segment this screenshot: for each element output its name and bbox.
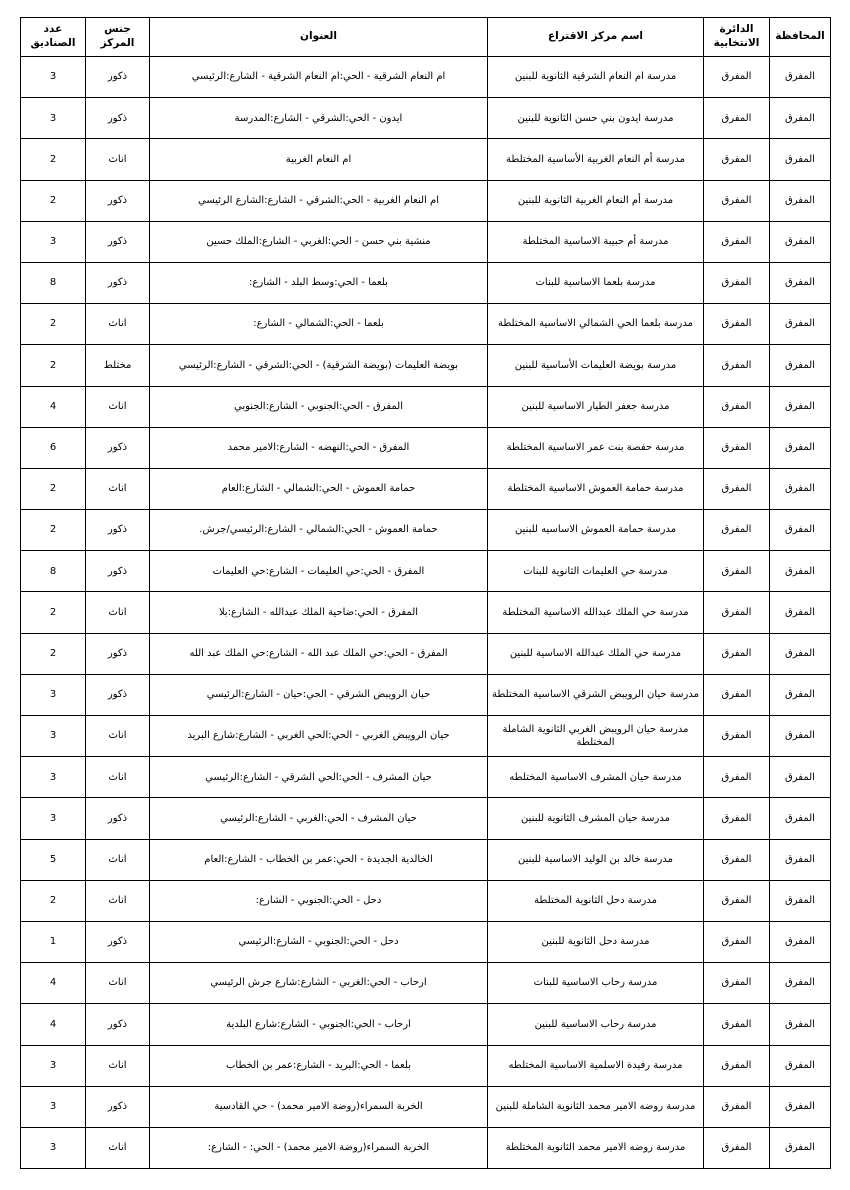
governorate-cell: المفرق (770, 633, 831, 674)
table-row (21, 963, 831, 1004)
district-cell: المفرق (704, 304, 770, 345)
center-name-cell: مدرسة حيان المشرف الاساسية المختلطه (488, 757, 704, 798)
district-cell: المفرق (704, 798, 770, 839)
box-count-cell: 3 (21, 98, 86, 139)
gender-cell: اناث (86, 592, 150, 633)
center-name-cell: مدرسة رحاب الاساسية للبنين (488, 1004, 704, 1045)
governorate-cell: المفرق (770, 468, 831, 509)
box-count-cell: 8 (21, 262, 86, 303)
table-row (21, 716, 831, 757)
gender-cell: اناث (86, 386, 150, 427)
address-cell: حيان المشرف - الحي:الغربي - الشارع:الرئيسي (150, 798, 488, 839)
address-cell: ام النعام الغربية (150, 139, 488, 180)
center-name-cell: مدرسة أم حبيبة الاساسية المختلطة (488, 221, 704, 262)
gender-cell: ذكور (86, 551, 150, 592)
gender-cell: اناث (86, 757, 150, 798)
gender-cell: ذكور (86, 674, 150, 715)
gender-cell: ذكور (86, 180, 150, 221)
header-center-name: اسم مركز الاقتراع (488, 18, 704, 57)
center-name-cell: مدرسة حي الملك عبدالله الاساسية المختلطة (488, 592, 704, 633)
address-cell: الخالدية الجديدة - الحي:عمر بن الخطاب - الشارع:العام (150, 839, 488, 880)
table-row (21, 304, 831, 345)
address-cell: بلعما - الحي:البريد - الشارع:عمر بن الخطاب (150, 1045, 488, 1086)
box-count-cell: 3 (21, 757, 86, 798)
table-row (21, 262, 831, 303)
address-cell: الخربة السمراء(روضة الامير محمد) - الحي: - الشارع: (150, 1127, 488, 1168)
governorate-cell: المفرق (770, 551, 831, 592)
center-name-cell: مدرسة حمامة العموش الاساسية المختلطة (488, 468, 704, 509)
governorate-cell: المفرق (770, 1045, 831, 1086)
governorate-cell: المفرق (770, 139, 831, 180)
center-name-cell: مدرسة ايدون بني حسن الثانوية للبنين (488, 98, 704, 139)
box-count-cell: 3 (21, 1127, 86, 1168)
address-cell: حيان المشرف - الحي:الحي الشرقي - الشارع:الرئيسي (150, 757, 488, 798)
gender-cell: اناث (86, 716, 150, 757)
address-cell: حمامة العموش - الحي:الشمالي - الشارع:الرئيسي/جرش. (150, 510, 488, 551)
table-row (21, 592, 831, 633)
gender-cell: اناث (86, 1127, 150, 1168)
district-cell: المفرق (704, 262, 770, 303)
district-cell: المفرق (704, 139, 770, 180)
box-count-cell: 3 (21, 716, 86, 757)
district-cell: المفرق (704, 1127, 770, 1168)
governorate-cell: المفرق (770, 757, 831, 798)
center-name-cell: مدرسة بلعما الاساسية للبنات (488, 262, 704, 303)
box-count-cell: 3 (21, 674, 86, 715)
address-cell: المفرق - الحي:حي العليمات - الشارع:حي العليمات (150, 551, 488, 592)
address-cell: بلعما - الحي:الشمالي - الشارع: (150, 304, 488, 345)
address-cell: حيان الرويبض الغربي - الحي:الحي الغربي - الشارع:شارع البريد (150, 716, 488, 757)
governorate-cell: المفرق (770, 57, 831, 98)
table-row (21, 427, 831, 468)
center-name-cell: مدرسة بلعما الحي الشمالي الاساسية المختلطة (488, 304, 704, 345)
governorate-cell: المفرق (770, 963, 831, 1004)
district-cell: المفرق (704, 427, 770, 468)
governorate-cell: المفرق (770, 262, 831, 303)
address-cell: المفرق - الحي:النهضه - الشارع:الامير محمد (150, 427, 488, 468)
header-box-count: عدد الصناديق (21, 18, 86, 57)
box-count-cell: 5 (21, 839, 86, 880)
gender-cell: ذكور (86, 1086, 150, 1127)
district-cell: المفرق (704, 1045, 770, 1086)
box-count-cell: 1 (21, 921, 86, 962)
table-body (21, 57, 831, 1169)
box-count-cell: 2 (21, 345, 86, 386)
box-count-cell: 2 (21, 304, 86, 345)
district-cell: المفرق (704, 180, 770, 221)
governorate-cell: المفرق (770, 839, 831, 880)
governorate-cell: المفرق (770, 221, 831, 262)
center-name-cell: مدرسة حيان الرويبض الشرقي الاساسية المختلطة (488, 674, 704, 715)
box-count-cell: 2 (21, 180, 86, 221)
table-row (21, 1086, 831, 1127)
district-cell: المفرق (704, 345, 770, 386)
gender-cell: ذكور (86, 427, 150, 468)
gender-cell: ذكور (86, 98, 150, 139)
box-count-cell: 2 (21, 510, 86, 551)
table-row (21, 757, 831, 798)
center-name-cell: مدرسة حمامة العموش الاساسيه للبنين (488, 510, 704, 551)
governorate-cell: المفرق (770, 592, 831, 633)
table-row (21, 345, 831, 386)
governorate-cell: المفرق (770, 180, 831, 221)
address-cell: بويضة العليمات (بويضة الشرقية) - الحي:الشرقي - الشارع:الرئيسي (150, 345, 488, 386)
table-row (21, 921, 831, 962)
box-count-cell: 3 (21, 1086, 86, 1127)
address-cell: حيان الرويبض الشرقي - الحي:حيان - الشارع:الرئيسي (150, 674, 488, 715)
table-row (21, 839, 831, 880)
gender-cell: ذكور (86, 921, 150, 962)
center-name-cell: مدرسة روضه الامير محمد الثانوية المختلطة (488, 1127, 704, 1168)
address-cell: منشية بني حسن - الحي:الغربي - الشارع:الملك حسين (150, 221, 488, 262)
address-cell: ايدون - الحي:الشرقي - الشارع:المدرسة (150, 98, 488, 139)
gender-cell: ذكور (86, 262, 150, 303)
gender-cell: اناث (86, 304, 150, 345)
governorate-cell: المفرق (770, 716, 831, 757)
header-row (21, 18, 831, 57)
gender-cell: ذكور (86, 633, 150, 674)
header-gender: جنس المركز (86, 18, 150, 57)
address-cell: المفرق - الحي:حي الملك عبد الله - الشارع:حي الملك عبد الله (150, 633, 488, 674)
gender-cell: ذكور (86, 510, 150, 551)
table-row (21, 468, 831, 509)
governorate-cell: المفرق (770, 798, 831, 839)
center-name-cell: مدرسة جعفر الطيار الاساسية للبنين (488, 386, 704, 427)
table-row (21, 139, 831, 180)
table-row (21, 674, 831, 715)
governorate-cell: المفرق (770, 345, 831, 386)
gender-cell: ذكور (86, 221, 150, 262)
district-cell: المفرق (704, 551, 770, 592)
governorate-cell: المفرق (770, 304, 831, 345)
table-row (21, 551, 831, 592)
box-count-cell: 4 (21, 963, 86, 1004)
address-cell: الخربة السمراء(روضة الامير محمد) - حي القادسية (150, 1086, 488, 1127)
table-row (21, 98, 831, 139)
governorate-cell: المفرق (770, 1086, 831, 1127)
district-cell: المفرق (704, 880, 770, 921)
center-name-cell: مدرسة أم النعام الغربية الأساسية المختلطة (488, 139, 704, 180)
address-cell: دحل - الحي:الجنوبي - الشارع: (150, 880, 488, 921)
address-cell: بلعما - الحي:وسط البلد - الشارع: (150, 262, 488, 303)
box-count-cell: 2 (21, 880, 86, 921)
district-cell: المفرق (704, 674, 770, 715)
center-name-cell: مدرسة حيان المشرف الثانوية للبنين (488, 798, 704, 839)
center-name-cell: مدرسة حي العليمات الثانوية للبنات (488, 551, 704, 592)
center-name-cell: مدرسة رفيدة الاسلمية الاساسية المختلطه (488, 1045, 704, 1086)
gender-cell: اناث (86, 839, 150, 880)
box-count-cell: 2 (21, 468, 86, 509)
district-cell: المفرق (704, 963, 770, 1004)
address-cell: ارحاب - الحي:الغربي - الشارع:شارع جرش الرئيسي (150, 963, 488, 1004)
address-cell: المفرق - الحي:ضاحية الملك عبدالله - الشارع:بلا (150, 592, 488, 633)
box-count-cell: 2 (21, 592, 86, 633)
box-count-cell: 8 (21, 551, 86, 592)
governorate-cell: المفرق (770, 880, 831, 921)
gender-cell: ذكور (86, 57, 150, 98)
address-cell: دحل - الحي:الجنوبي - الشارع:الرئيسي (150, 921, 488, 962)
center-name-cell: مدرسة حيان الرويبض الغربي الثانوية الشاملة المختلطة (488, 716, 704, 757)
box-count-cell: 6 (21, 427, 86, 468)
district-cell: المفرق (704, 98, 770, 139)
district-cell: المفرق (704, 1086, 770, 1127)
center-name-cell: مدرسة حفصة بنت عمر الاساسية المختلطة (488, 427, 704, 468)
district-cell: المفرق (704, 716, 770, 757)
center-name-cell: مدرسة حي الملك عبدالله الاساسية للبنين (488, 633, 704, 674)
center-name-cell: مدرسة دحل الثانوية للبنين (488, 921, 704, 962)
address-cell: المفرق - الحي:الجنوبي - الشارع:الجنوبي (150, 386, 488, 427)
address-cell: حمامة العموش - الحي:الشمالي - الشارع:العام (150, 468, 488, 509)
governorate-cell: المفرق (770, 1127, 831, 1168)
district-cell: المفرق (704, 921, 770, 962)
center-name-cell: مدرسة روضه الامير محمد الثانوية الشاملة للبنين (488, 1086, 704, 1127)
gender-cell: اناث (86, 880, 150, 921)
district-cell: المفرق (704, 757, 770, 798)
district-cell: المفرق (704, 1004, 770, 1045)
district-cell: المفرق (704, 386, 770, 427)
table-row (21, 510, 831, 551)
district-cell: المفرق (704, 468, 770, 509)
center-name-cell: مدرسة أم النعام الغربية الثانوية للبنين (488, 180, 704, 221)
gender-cell: مختلط (86, 345, 150, 386)
header-governorate: المحافظة (770, 18, 831, 57)
polling-centers-table (20, 17, 831, 1169)
center-name-cell: مدرسة بويضة العليمات الأساسية للبنين (488, 345, 704, 386)
district-cell: المفرق (704, 57, 770, 98)
gender-cell: اناث (86, 1045, 150, 1086)
governorate-cell: المفرق (770, 674, 831, 715)
district-cell: المفرق (704, 633, 770, 674)
gender-cell: اناث (86, 139, 150, 180)
table-row (21, 633, 831, 674)
table-row (21, 386, 831, 427)
center-name-cell: مدرسة دحل الثانوية المختلطة (488, 880, 704, 921)
center-name-cell: مدرسة رحاب الاساسية للبنات (488, 963, 704, 1004)
governorate-cell: المفرق (770, 427, 831, 468)
gender-cell: ذكور (86, 1004, 150, 1045)
table-row (21, 221, 831, 262)
governorate-cell: المفرق (770, 98, 831, 139)
gender-cell: اناث (86, 963, 150, 1004)
table-row (21, 798, 831, 839)
box-count-cell: 4 (21, 1004, 86, 1045)
district-cell: المفرق (704, 221, 770, 262)
district-cell: المفرق (704, 592, 770, 633)
table-row (21, 57, 831, 98)
box-count-cell: 3 (21, 221, 86, 262)
box-count-cell: 2 (21, 139, 86, 180)
box-count-cell: 3 (21, 1045, 86, 1086)
governorate-cell: المفرق (770, 1004, 831, 1045)
center-name-cell: مدرسة خالد بن الوليد الاساسية للبنين (488, 839, 704, 880)
address-cell: ام النعام الغربية - الحي:الشرقي - الشارع:الشارع الرئيسي (150, 180, 488, 221)
header-district: الدائرة الانتخابية (704, 18, 770, 57)
box-count-cell: 3 (21, 57, 86, 98)
governorate-cell: المفرق (770, 510, 831, 551)
table-row (21, 880, 831, 921)
table-row (21, 180, 831, 221)
box-count-cell: 4 (21, 386, 86, 427)
gender-cell: ذكور (86, 798, 150, 839)
center-name-cell: مدرسة ام النعام الشرقية الثانوية للبنين (488, 57, 704, 98)
table-row (21, 1127, 831, 1168)
district-cell: المفرق (704, 510, 770, 551)
governorate-cell: المفرق (770, 386, 831, 427)
address-cell: ارحاب - الحي:الجنوبي - الشارع:شارع البلدية (150, 1004, 488, 1045)
gender-cell: اناث (86, 468, 150, 509)
box-count-cell: 3 (21, 798, 86, 839)
table-row (21, 1045, 831, 1086)
header-address: العنوان (150, 18, 488, 57)
district-cell: المفرق (704, 839, 770, 880)
governorate-cell: المفرق (770, 921, 831, 962)
table-row (21, 1004, 831, 1045)
address-cell: ام النعام الشرقية - الحي:ام النعام الشرقية - الشارع:الرئيسي (150, 57, 488, 98)
box-count-cell: 2 (21, 633, 86, 674)
